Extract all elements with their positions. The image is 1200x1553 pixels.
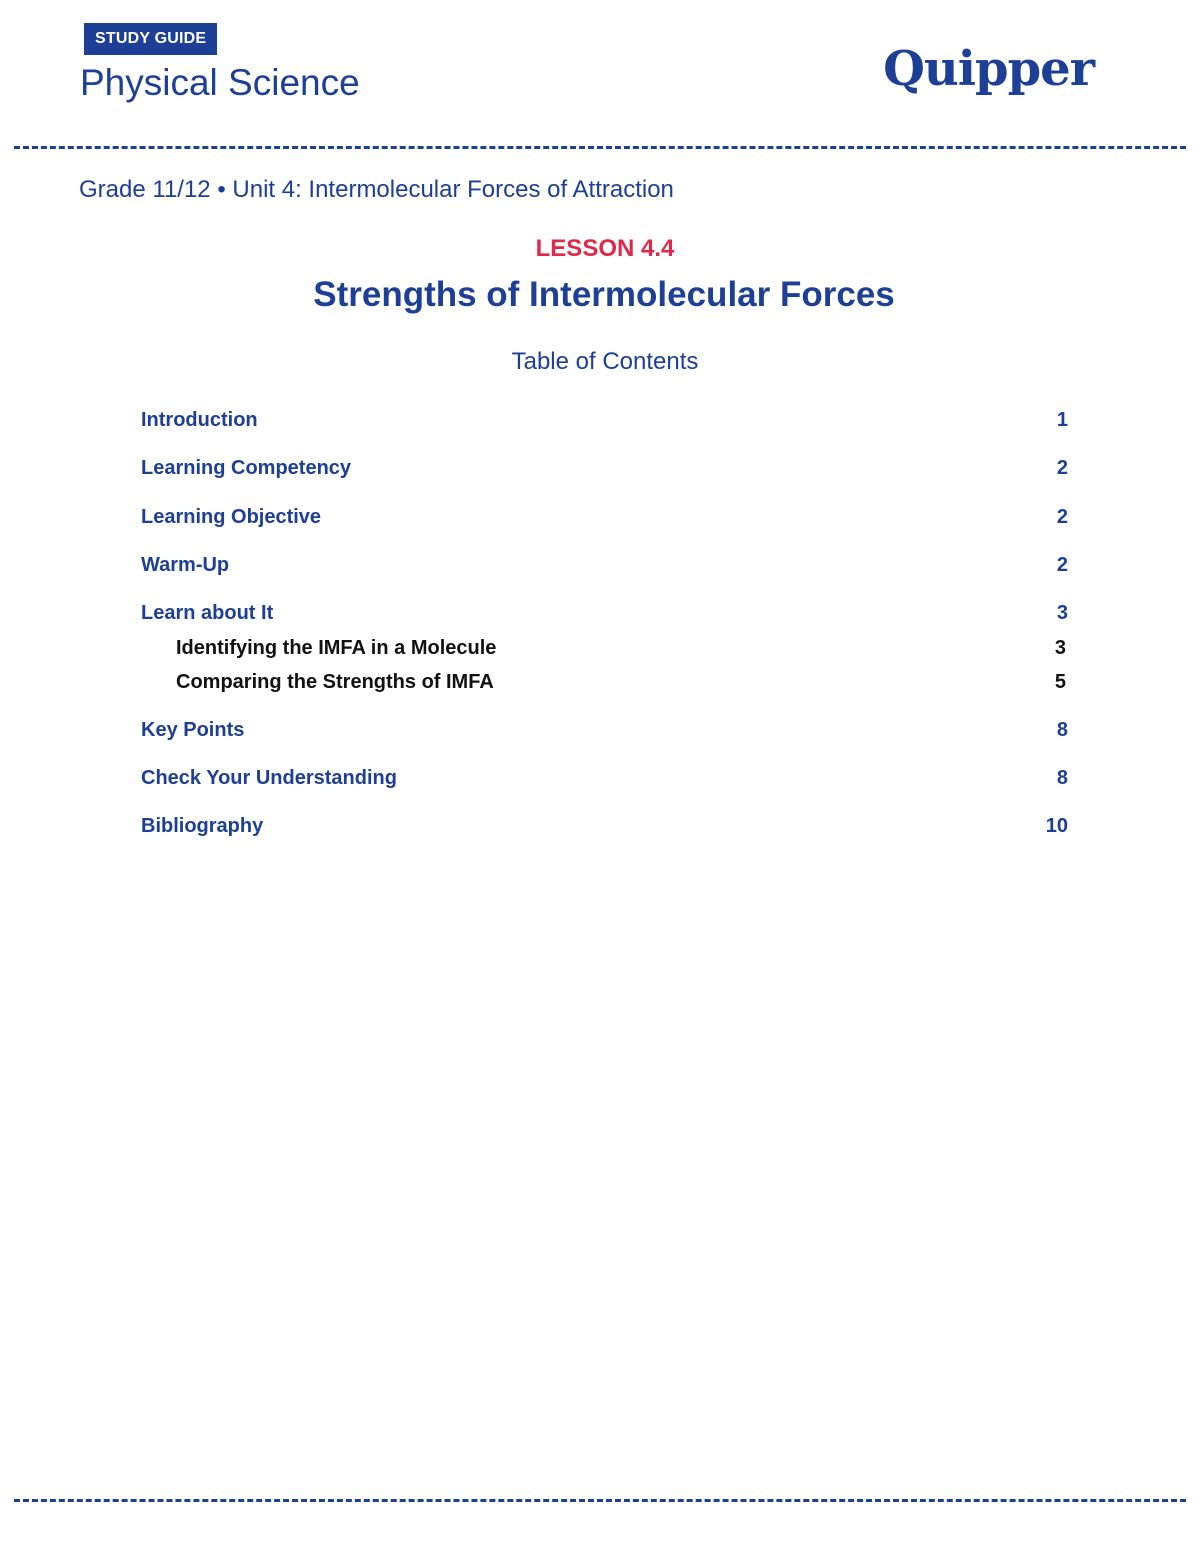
toc-entry-learning-objective[interactable] [141,503,1068,531]
toc-entry-check-your-understanding[interactable] [141,764,1068,792]
toc-entry-bibliography[interactable] [141,812,1068,840]
toc-entry-page: 2 [1056,554,1068,576]
toc-entry-label: Bibliography [141,815,264,837]
toc-entry-page: 3 [1056,602,1068,624]
toc-heading: Table of Contents [511,348,699,375]
toc-entry-warm-up[interactable] [141,551,1068,579]
toc-entry-page: 3 [1054,637,1066,659]
toc-entry-learning-competency[interactable] [141,454,1068,482]
toc-entry-page: 8 [1056,767,1068,789]
toc-entry-label: Learning Competency [141,457,352,479]
lesson-number: LESSON 4.4 [535,235,675,262]
toc-entry-page: 5 [1054,671,1066,693]
toc-entry-label: Comparing the Strengths of IMFA [176,671,494,693]
toc-subentry-comparing-strengths[interactable] [141,668,1068,696]
grade-unit-line: Grade 11/12 • Unit 4: Intermolecular Forces of Attraction [79,176,674,203]
toc-subentry-identifying-imfa[interactable] [141,634,1068,662]
toc-entry-label: Warm-Up [141,554,230,576]
subject-title: Physical Science [80,62,360,103]
study-guide-badge: STUDY GUIDE [84,23,217,55]
toc-entry-label: Identifying the IMFA in a Molecule [176,637,497,659]
bottom-dashed-divider [14,1499,1186,1502]
lesson-title: Strengths of Intermolecular Forces [313,275,895,314]
toc-entry-page: 2 [1056,506,1068,528]
toc-entry-label: Learning Objective [141,506,322,528]
toc-entry-page: 2 [1056,457,1068,479]
toc-entry-page: 8 [1056,719,1068,741]
toc-entry-page: 10 [1045,815,1068,837]
toc-entry-introduction[interactable] [141,406,1068,434]
toc-entry-label: Learn about It [141,602,274,624]
toc-entry-key-points[interactable] [141,716,1068,744]
quipper-logo: Quipper [883,41,1094,97]
toc-entry-learn-about-it[interactable] [141,599,1068,627]
toc-entry-label: Check Your Understanding [141,767,397,789]
table-of-contents [141,0,1068,1553]
toc-entry-label: Key Points [141,719,245,741]
toc-entry-page: 1 [1056,409,1068,431]
toc-entry-label: Introduction [141,409,258,431]
